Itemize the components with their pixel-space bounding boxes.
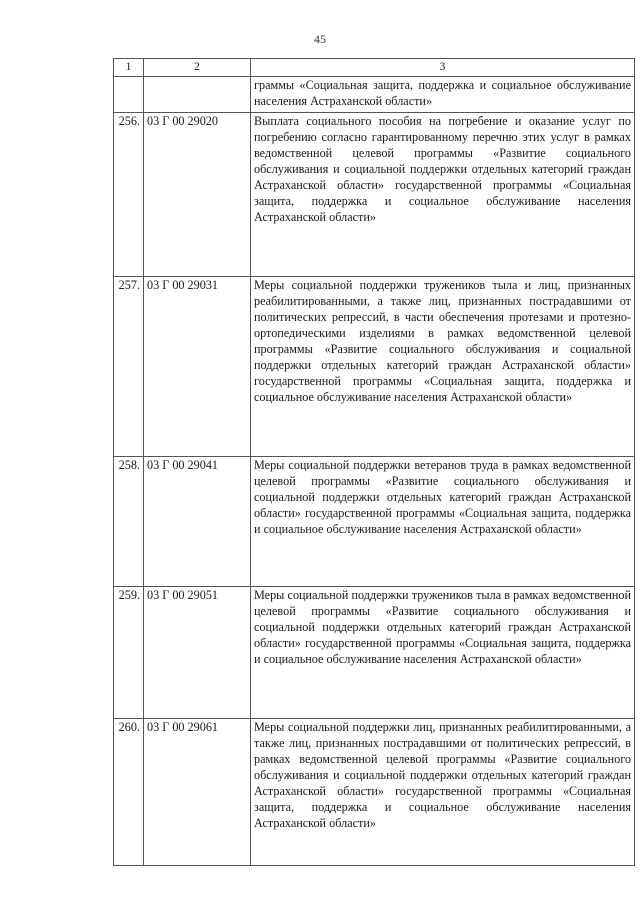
row-number-cell: 260. bbox=[114, 719, 144, 866]
table-row bbox=[114, 587, 635, 719]
row-code-cell: 03 Г 00 29020 bbox=[144, 113, 251, 277]
row-code-cell: 03 Г 00 29061 bbox=[144, 719, 251, 866]
row-code-cell: 03 Г 00 29041 bbox=[144, 457, 251, 587]
table-row bbox=[114, 277, 635, 457]
table-row bbox=[114, 457, 635, 587]
row-code-cell: 03 Г 00 29051 bbox=[144, 587, 251, 719]
row-number-cell: 258. bbox=[114, 457, 144, 587]
page-number: 45 bbox=[314, 32, 326, 46]
row-code-cell bbox=[144, 77, 251, 113]
table-header-row bbox=[114, 59, 635, 77]
row-number-cell: 257. bbox=[114, 277, 144, 457]
column-header-2: 2 bbox=[144, 59, 251, 77]
column-header-3: 3 bbox=[251, 59, 635, 77]
row-description-cell: Меры социальной поддержки ветеранов труда в рамках ведомственной целевой программы «Развитие социального обслуживания и социальной поддержки отдельных категорий граждан Астраханской области» государственной программы «Социальная защита, поддержка и социальное обслуживание населения Астраханской области» bbox=[251, 457, 635, 587]
table-row bbox=[114, 113, 635, 277]
row-number-cell: 256. bbox=[114, 113, 144, 277]
budget-classification-table bbox=[113, 58, 635, 866]
row-description-cell: Меры социальной поддержки тружеников тыла и лиц, признанных реабилитированными, а также лиц, признанных пострадавшими от политических репрессий, в части обеспечения протезами и протезно-ортопедическими изделиями в рамках ведомственной целевой программы «Развитие социального обслуживания и социальной поддержки отдельных категорий граждан Астраханской области» государственной программы «Социальная защита, поддержка и социальное обслуживание населения Астраханской области» bbox=[251, 277, 635, 457]
row-number-cell: 259. bbox=[114, 587, 144, 719]
row-code-cell: 03 Г 00 29031 bbox=[144, 277, 251, 457]
row-description-cell: граммы «Социальная защита, поддержка и социальное обслуживание населения Астраханской области» bbox=[251, 77, 635, 113]
row-description-cell: Выплата социального пособия на погребение и оказание услуг по погребению согласно гарантированному перечню этих услуг в рамках ведомственной целевой программы «Развитие социального обслуживания и социальной поддержки отдельных категорий граждан Астраханской области» государственной программы «Социальная защита, поддержка и социальное обслуживание населения Астраханской области» bbox=[251, 113, 635, 277]
row-description-cell: Меры социальной поддержки тружеников тыла в рамках ведомственной целевой программы «Развитие социального обслуживания и социальной поддержки отдельных категорий граждан Астраханской области» государственной программы «Социальная защита, поддержка и социальное обслуживание населения Астраханской области» bbox=[251, 587, 635, 719]
row-number-cell bbox=[114, 77, 144, 113]
table-row bbox=[114, 719, 635, 866]
table-row-continuation bbox=[114, 77, 635, 113]
column-header-1: 1 bbox=[114, 59, 144, 77]
row-description-cell: Меры социальной поддержки лиц, признанных реабилитированными, а также лиц, признанных пострадавшими от политических репрессий, в рамках ведомственной целевой программы «Развитие социального обслуживания и социальной поддержки отдельных категорий граждан Астраханской области» государственной программы «Социальная защита, поддержка и социальное обслуживание населения Астраханской области» bbox=[251, 719, 635, 866]
